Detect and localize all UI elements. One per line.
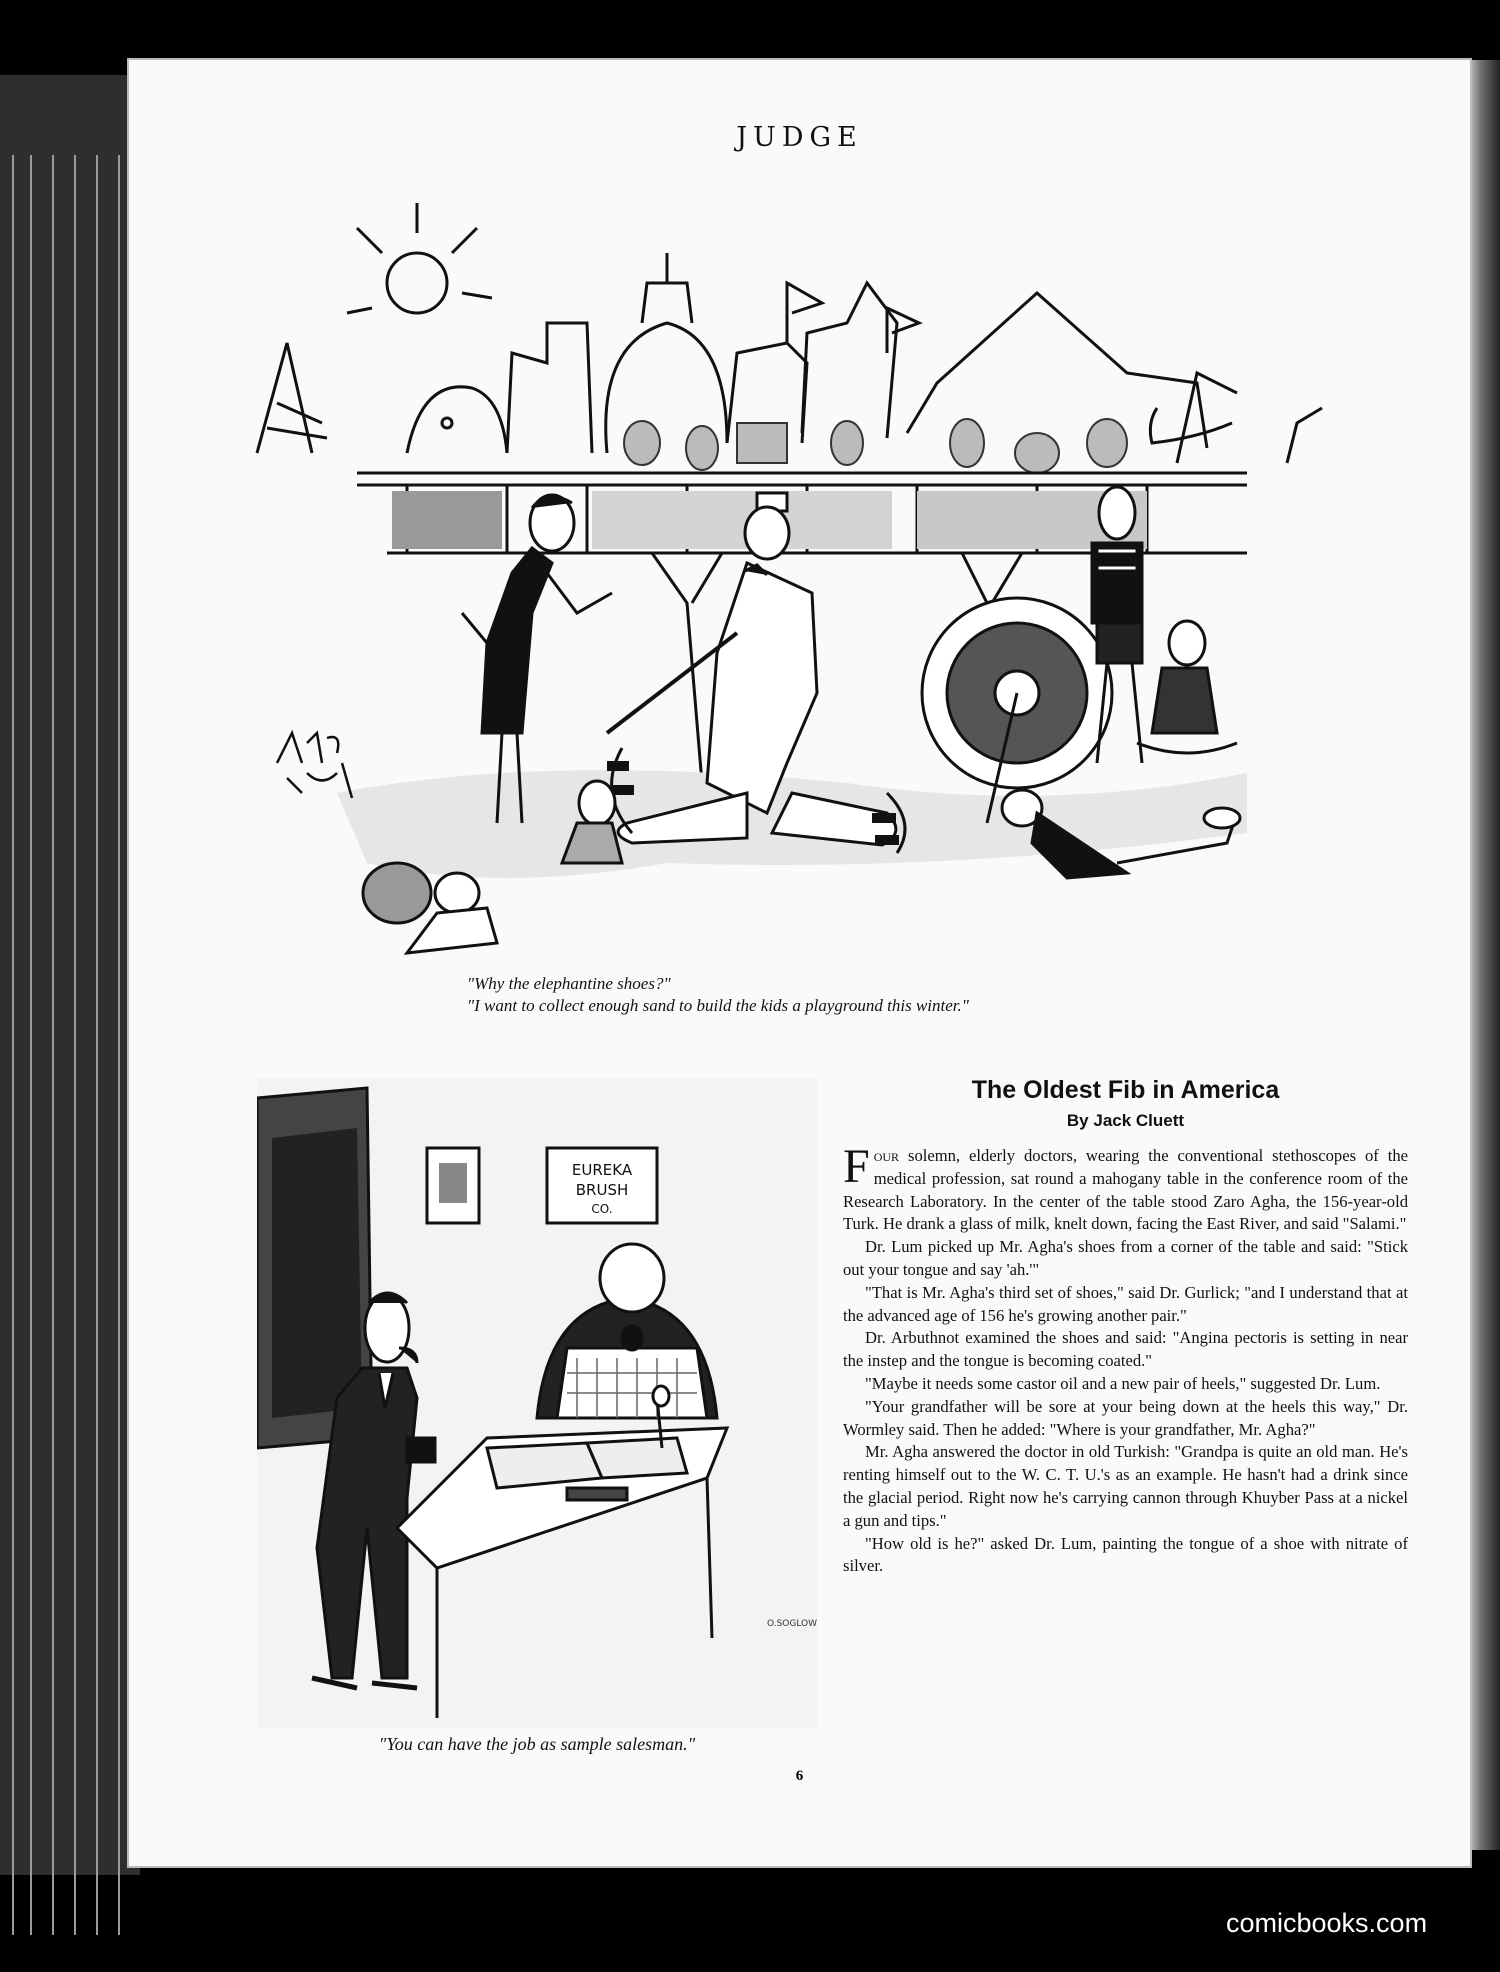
top-cartoon-caption xyxy=(467,973,1227,1017)
seated-bather-figure xyxy=(1137,621,1237,753)
page-edge-line xyxy=(74,155,76,1935)
skyline-drawing xyxy=(257,203,1322,463)
article-paragraph: "That is Mr. Agha's third set of shoes," said Dr. Gurlick; "and I understand that at the advanced age of 156 he's growing another pair." xyxy=(843,1282,1408,1325)
drop-cap: F xyxy=(843,1140,870,1193)
caption-line: "Why the elephantine shoes?" xyxy=(467,974,671,993)
paragraph-text: solemn, elderly doctors, wearing the conventional stethoscopes of the medical profession, sat round a mahogany table in the conference room of the Research Laboratory. In the center of the table stood Zaro Agha, the 156-year-old Turk. He drank a glass of milk, knelt down, facing the East River, and said "Salami." xyxy=(843,1146,1408,1234)
railing-shadow-panel xyxy=(392,491,502,549)
article xyxy=(843,1076,1408,1578)
article-paragraph: Dr. Lum picked up Mr. Agha's shoes from a corner of the table and said: "Stick out your tongue and say 'ah.'" xyxy=(843,1237,1408,1279)
article-byline: By Jack Cluett xyxy=(1066,1111,1185,1130)
artist-signature xyxy=(277,733,352,798)
svg-text:EUREKA: EUREKA xyxy=(571,1161,633,1179)
page-edge-line xyxy=(118,155,120,1935)
watermark: comicbooks.com xyxy=(1226,1908,1428,1938)
caption-line: "I want to collect enough sand to build the kids a playground this winter." xyxy=(467,996,969,1015)
article-title: The Oldest Fib in America xyxy=(971,1076,1280,1104)
page-number: 6 xyxy=(795,1768,804,1784)
book-page-stack xyxy=(0,75,140,1875)
magazine-page xyxy=(127,58,1472,1868)
article-paragraph: Dr. Arbuthnot examined the shoes and said: "Angina pectoris is setting in near the instep and the tongue is becoming coated." xyxy=(843,1328,1408,1371)
page-edge-line xyxy=(12,155,14,1935)
bottom-cartoon-caption: "You can have the job as sample salesman." xyxy=(378,1734,696,1754)
eureka-sign xyxy=(547,1148,657,1223)
article-paragraph: Mr. Agha answered the doctor in old Turkish: "Grandpa is quite an old man. He's renting himself out to the W. C. T. U.'s as an example. He hasn't had a drink since the glacial period. Right now he's carrying cannon through Khuyber Pass at a nickel a gun and tips." xyxy=(843,1442,1408,1530)
office-cartoon xyxy=(257,1078,817,1728)
article-paragraph: "Your grandfather will be sore at your being down at the heels this way," Dr. Wormley said. Then he added: "Where is your grandfather, Mr. Agha?" xyxy=(843,1396,1408,1439)
article-paragraph: "How old is he?" asked Dr. Lum, painting the tongue of a shoe with nitrate of silver. xyxy=(843,1533,1408,1576)
page-edge-line xyxy=(96,155,98,1935)
first-word-rest: our xyxy=(873,1146,900,1165)
article-paragraph xyxy=(843,1140,1408,1236)
article-body xyxy=(843,1140,1408,1578)
crowd-drawing xyxy=(624,419,1127,473)
page-edge-line xyxy=(52,155,54,1935)
svg-text:BRUSH: BRUSH xyxy=(575,1181,629,1199)
masthead: JUDGE xyxy=(736,122,863,153)
svg-text:CO.: CO. xyxy=(591,1202,613,1216)
article-paragraph: "Maybe it needs some castor oil and a new pair of heels," suggested Dr. Lum. xyxy=(865,1373,1381,1393)
artist-signature-small: O.SOGLOW xyxy=(767,1619,817,1629)
railing-shadow-panel xyxy=(592,491,892,549)
page-edge-line xyxy=(30,155,32,1935)
boardwalk-cartoon xyxy=(247,173,1347,963)
